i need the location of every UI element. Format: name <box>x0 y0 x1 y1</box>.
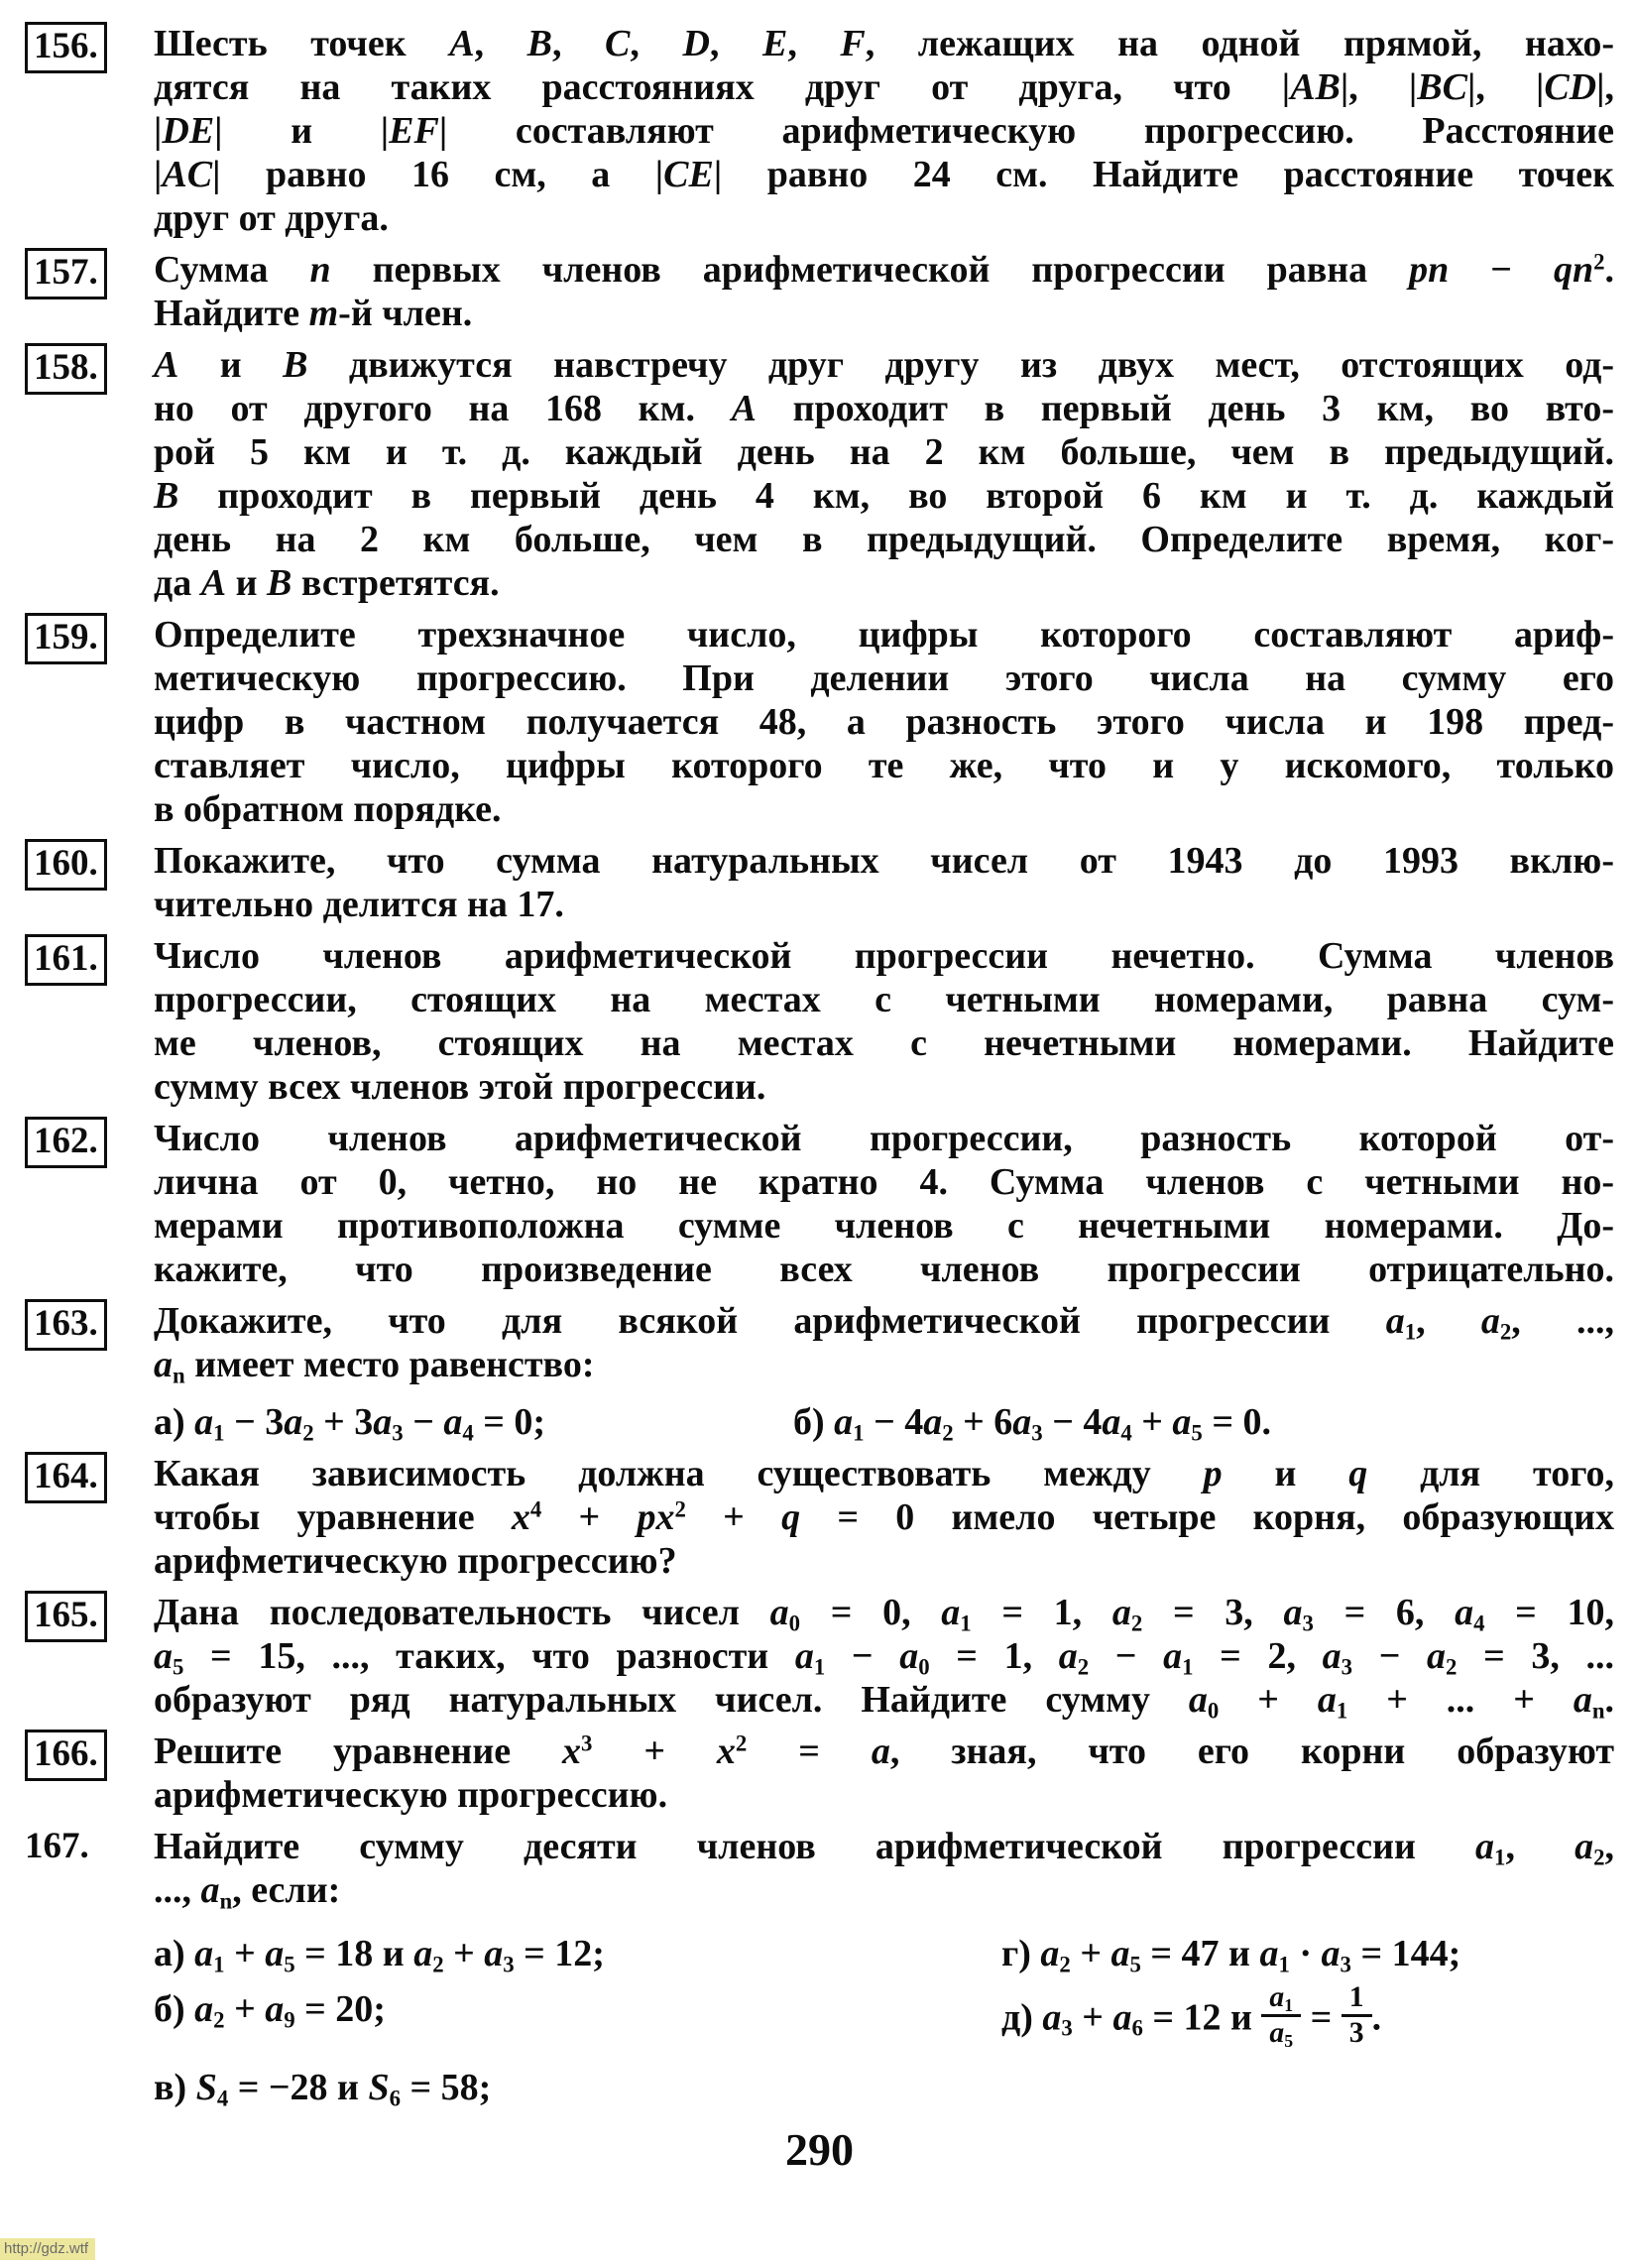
problem-text-line: образуют ряд натуральных чисел. Найдите сумму $a_0 + a_1$ + ... + $a_n$. <box>154 1679 1614 1724</box>
problem-text-line: кажите, что произведение всех членов прогрессии отрицательно. <box>154 1249 1614 1290</box>
page-number: 290 <box>785 2124 854 2176</box>
subproblem-b: б) $a_2 + a_9 = 20$; <box>154 1988 386 2033</box>
problem-text-line: Покажите, что сумма натуральных чисел от 1943 до 1993 вклю- <box>154 840 1614 882</box>
problem-text-line: Какая зависимость должна существовать между p и q для того, <box>154 1453 1615 1494</box>
problem-text-line: Найдите сумму десяти членов арифметической прогрессии $a_1$, $a_2$, <box>154 1826 1614 1870</box>
problem-number: 164. <box>25 1452 154 1503</box>
problem-number: 159. <box>25 613 154 664</box>
problem-text-line: день на 2 км больше, чем в предыдущий. Определите время, ког- <box>154 519 1614 560</box>
problem-number: 165. <box>25 1591 154 1642</box>
subproblem-grid <box>154 1932 1614 2109</box>
problem-text-line: Определите трехзначное число, цифры которого составляют ариф- <box>154 614 1614 656</box>
problem-text-line: ме членов, стоящих на местах с нечетными номерами. Найдите <box>154 1022 1614 1064</box>
problem-text-line: Решите уравнение $x^3 + x^2 = a$, зная, что его корни образуют <box>154 1731 1615 1772</box>
problem-text-line: друг от друга. <box>154 197 389 239</box>
problem-text-line: арифметическую прогрессию. <box>154 1774 668 1816</box>
subproblem-v: в) $S_4 = -28$ и $S_6 = 58$; <box>154 2067 492 2111</box>
problem-number: 162. <box>25 1117 154 1168</box>
problem-text-line: ставляет число, цифры которого те же, что и у искомого, только <box>154 745 1614 786</box>
subproblem-a: а) $a_1 + a_5 = 18$ и $a_2 + a_3 = 12$; <box>154 1933 605 1977</box>
problem-167 <box>25 1825 1614 2109</box>
problem-number: 157. <box>25 248 154 299</box>
problem-text-line: А и В движутся навстречу друг другу из двух мест, отстоящих од- <box>154 344 1614 386</box>
problem-number: 163. <box>25 1299 154 1351</box>
problem-text-line: чительно делится на 17. <box>154 884 564 925</box>
problem-number: 160. <box>25 839 154 891</box>
problem-number: 158. <box>25 343 154 395</box>
problem-text-line: В проходит в первый день 4 км, во второй 6 км и т. д. каждый <box>154 475 1614 517</box>
problem-text-line: лична от 0, четно, но не кратно 4. Сумма членов с четными но- <box>154 1161 1614 1203</box>
subproblem-d: д) $a_3 + a_6 = 12$ и $\frac{a_1}{a_5}$ = $\frac{1}{3}$ . <box>1001 1981 1382 2052</box>
problem-156 <box>25 22 1614 240</box>
problem-text-line: |AC| равно 16 см, а |CE| равно 24 см. Найдите расстояние точек <box>154 154 1614 195</box>
problem-number: 156. <box>25 22 154 73</box>
problem-161 <box>25 934 1614 1109</box>
problem-text-line: Дана последовательность чисел $a_0 = 0$, $a_1 = 1$, $a_2 = 3$, $a_3 = 6$, $a_4 = 10$, <box>154 1592 1615 1636</box>
problem-text-line: ..., $a_n$, если: <box>154 1869 341 1914</box>
problem-text-line: сумму всех членов этой прогрессии. <box>154 1066 766 1108</box>
equation-a: а) $a_1 - 3a_2 + 3a_3 - a_4 = 0$; <box>154 1401 546 1446</box>
problem-text-line: прогрессии, стоящих на местах с четными номерами, равна сум- <box>154 979 1614 1020</box>
problem-number: 161. <box>25 934 154 986</box>
problem-160 <box>25 839 1614 926</box>
problem-number: 167. <box>25 1826 89 1866</box>
problem-text-line: мерами противоположна сумме членов с нечетными номерами. До- <box>154 1205 1614 1247</box>
problem-text-line: Докажите, что для всякой арифметической прогрессии $a_1$, $a_2$, ..., <box>154 1300 1615 1345</box>
equation-row <box>154 1400 1614 1444</box>
problem-164 <box>25 1452 1614 1583</box>
problem-text-line: метическую прогрессию. При делении этого числа на сумму его <box>154 657 1614 699</box>
problem-text-line: Шесть точек A, B, C, D, E, F, лежащих на одной прямой, нахо- <box>154 23 1615 64</box>
problem-text-line: цифр в частном получается 48, а разность этого числа и 198 пред- <box>154 701 1614 743</box>
subproblem-g: г) $a_2 + a_5 = 47$ и $a_1 \cdot a_3 = 144$; <box>1001 1933 1461 1977</box>
problem-text-line: $a_5 = 15$, ..., таких, что разности $a_1 - a_0 = 1$, $a_2 - a_1 = 2$, $a_3 - a_2 = 3$, ... <box>154 1635 1615 1680</box>
problem-text-line: арифметическую прогрессию? <box>154 1540 677 1582</box>
problem-text-line: в обратном порядке. <box>154 788 502 830</box>
watermark-url: http://gdz.wtf <box>0 2238 95 2260</box>
problem-166 <box>25 1730 1614 1817</box>
problem-text-line: Число членов арифметической прогрессии, разность которой от- <box>154 1118 1614 1159</box>
problem-text-line: дятся на таких расстояниях друг от друга, что |AB|, |BC|, |CD|, <box>154 66 1614 108</box>
problem-number: 166. <box>25 1730 154 1781</box>
problem-text-line: $a_n$ имеет место равенство: <box>154 1344 595 1388</box>
problem-157 <box>25 248 1614 335</box>
problem-162 <box>25 1117 1614 1291</box>
problem-text-line: Число членов арифметической прогрессии нечетно. Сумма членов <box>154 935 1614 977</box>
problem-text-line: да А и В встретятся. <box>154 562 500 604</box>
problem-text-line: Сумма n первых членов арифметической прогрессии равна pn − $qn^2$. <box>154 249 1614 291</box>
equation-b: б) $a_1 - 4a_2 + 6a_3 - 4a_4 + a_5 = 0$. <box>793 1401 1271 1446</box>
problem-165 <box>25 1591 1614 1722</box>
problem-159 <box>25 613 1614 831</box>
problem-text-line: чтобы уравнение $x^4 + px^2 + q = 0$ имело четыре корня, образующих <box>154 1496 1614 1538</box>
problem-158 <box>25 343 1614 605</box>
problem-text-line: рой 5 км и т. д. каждый день на 2 км больше, чем в предыдущий. <box>154 431 1614 473</box>
problem-text-line: Найдите m-й член. <box>154 293 473 334</box>
problem-text-line: |DE| и |EF| составляют арифметическую прогрессию. Расстояние <box>154 110 1614 152</box>
problem-163 <box>25 1299 1614 1444</box>
problem-text-line: но от другого на 168 км. А проходит в первый день 3 км, во вто- <box>154 388 1614 429</box>
